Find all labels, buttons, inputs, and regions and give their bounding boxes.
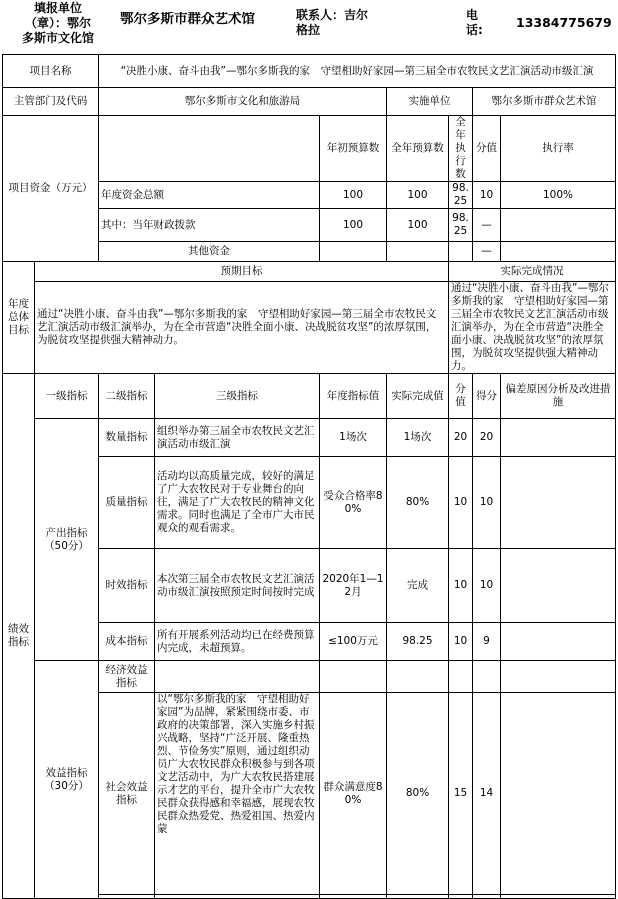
performance-evaluation-table	[2, 54, 616, 899]
target-cell: 群众满意度80%	[320, 693, 387, 895]
weight-cell: 10	[449, 623, 473, 661]
expected-goal-header: 预期目标	[35, 262, 449, 282]
funds-cell: 10	[473, 182, 501, 209]
funds-cell: 100%	[501, 182, 616, 209]
performance-header-weight: 分值	[449, 374, 473, 419]
funds-cell	[449, 242, 473, 262]
target-cell	[320, 661, 387, 693]
funds-cell: 100	[387, 209, 449, 242]
performance-header-target: 年度指标值	[320, 374, 387, 419]
funds-cell: —	[473, 209, 501, 242]
performance-header-level2: 二级指标	[99, 374, 155, 419]
funds-cell	[501, 242, 616, 262]
actual-result-header: 实际完成情况	[449, 262, 616, 282]
actual-cell: 98.25	[387, 623, 449, 661]
table-row	[3, 661, 616, 693]
project-name-label: 项目名称	[3, 55, 99, 88]
phone-label: 电 话:	[466, 8, 483, 37]
level2-cell	[99, 895, 155, 899]
score-cell: 20	[473, 419, 501, 457]
level3-cell: 本次第三届全市农牧民文艺汇演活动市级汇演按照预定时间按时完成	[155, 549, 320, 623]
benefit-indicators-label: 效益指标（30分）	[35, 661, 99, 899]
project-name-value: “决胜小康、奋斗由我”—鄂尔多斯我的家 守望相助好家园—第三届全市农牧民文艺汇演活动市级汇演	[99, 55, 616, 88]
performance-header-actual: 实际完成值	[387, 374, 449, 419]
level2-cell: 社会效益指标	[99, 693, 155, 895]
target-cell: 受众合格率80%	[320, 457, 387, 549]
funds-row-label: 其他资金	[99, 242, 320, 262]
analysis-cell	[501, 693, 616, 895]
funds-row-label: 其中：当年财政拨款	[99, 209, 320, 242]
actual-result-text: 通过“决胜小康、奋斗由我”—鄂尔多斯我的家 守望相助好家园—第三届全市农牧民文艺汇演活动市级汇演举办，为在全市营造“决胜全面小康、决战脱贫攻坚”的浓厚氛围，为脱贫攻坚提供强大精神动力。	[449, 282, 616, 374]
target-cell: 2020年1—12月	[320, 549, 387, 623]
expected-goal-text: 通过“决胜小康、奋斗由我”—鄂尔多斯我的家 守望相助好家园—第三届全市农牧民文艺汇演活动市级汇演举办，为在全市营造“决胜全面小康、决战脱贫攻坚”的浓厚氛围，为脱贫攻坚提供强大精神动力。	[35, 282, 449, 374]
score-cell	[473, 661, 501, 693]
weight-cell	[449, 661, 473, 693]
score-cell	[473, 895, 501, 899]
level3-cell: 所有开展系列活动均已在经费预算内完成，未超预算。	[155, 623, 320, 661]
performance-indicators-label: 绩效指标	[3, 374, 35, 899]
funds-cell: 100	[320, 209, 387, 242]
level3-cell: 活动均以高质量完成，较好的满足了广大农牧民对于专业舞台的向往，满足了广大农牧民的精神文化需求。同时也满足了全市广大市民观众的观看需求。	[155, 457, 320, 549]
table-row	[3, 419, 616, 457]
target-cell: 1场次	[320, 419, 387, 457]
weight-cell: 10	[449, 457, 473, 549]
weight-cell: 20	[449, 419, 473, 457]
level2-cell: 时效指标	[99, 549, 155, 623]
performance-header-level1: 一级指标	[35, 374, 99, 419]
target-cell	[320, 895, 387, 899]
filling-unit-name: 鄂尔多斯市群众艺术馆	[120, 12, 255, 27]
filling-unit-label: 填报单位 （章）：鄂尔 多斯市文化馆	[21, 1, 94, 45]
level2-cell: 成本指标	[99, 623, 155, 661]
weight-cell	[449, 895, 473, 899]
project-name-row	[3, 55, 616, 88]
score-cell: 10	[473, 457, 501, 549]
department-value: 鄂尔多斯市文化和旅游局	[99, 88, 387, 116]
funds-cell: —	[473, 242, 501, 262]
analysis-cell	[501, 549, 616, 623]
funds-header-executed: 全年执行数	[449, 116, 473, 182]
actual-cell: 80%	[387, 457, 449, 549]
actual-cell: 80%	[387, 693, 449, 895]
implementing-unit-value: 鄂尔多斯市群众艺术馆	[473, 88, 616, 116]
performance-header-analysis: 偏差原因分析及改进措施	[501, 374, 616, 419]
funds-header-annual: 全年预算数	[387, 116, 449, 182]
phone-value: 13384775679	[516, 15, 612, 30]
analysis-cell	[501, 895, 616, 899]
funds-header-initial: 年初预算数	[320, 116, 387, 182]
funds-cell	[387, 242, 449, 262]
weight-cell: 15	[449, 693, 473, 895]
score-cell: 9	[473, 623, 501, 661]
weight-cell: 10	[449, 549, 473, 623]
actual-cell	[387, 661, 449, 693]
department-row	[3, 88, 616, 116]
funds-corner-cell	[99, 116, 320, 182]
contact-label: 联系人：吉尔 格拉	[296, 8, 369, 37]
funds-row-label: 年度资金总额	[99, 182, 320, 209]
form-header	[0, 0, 618, 50]
performance-header-level3: 三级指标	[155, 374, 320, 419]
funds-cell	[320, 242, 387, 262]
funds-header-row	[3, 116, 616, 182]
funds-header-weight: 分值	[473, 116, 501, 182]
score-cell: 10	[473, 549, 501, 623]
level2-cell: 质量指标	[99, 457, 155, 549]
score-cell: 14	[473, 693, 501, 895]
funds-cell	[501, 209, 616, 242]
funds-cell: 100	[320, 182, 387, 209]
implementing-unit-label: 实施单位	[387, 88, 473, 116]
level3-cell: 以“鄂尔多斯我的家 守望相助好家园”为品牌，紧紧围绕市委、市政府的决策部署，深入实施乡村振兴战略，坚持“广泛开展、隆重热烈、节俭务实”原则，通过组织动员广大农牧民群众积极参与到各项文艺活动中，为广大农牧民搭建展示才艺的平台，提升全市广大农牧民群众获得感和幸福感，展现农牧民群众热爱党、热爱祖国、热爱内蒙	[155, 693, 320, 895]
level3-cell	[155, 895, 320, 899]
analysis-cell	[501, 623, 616, 661]
level3-cell	[155, 661, 320, 693]
output-indicators-label: 产出指标（50分）	[35, 419, 99, 661]
analysis-cell	[501, 419, 616, 457]
actual-cell	[387, 895, 449, 899]
goals-text-row	[3, 282, 616, 374]
target-cell: ≤100万元	[320, 623, 387, 661]
funds-cell: 98.25	[449, 182, 473, 209]
funds-label: 项目资金（万元）	[3, 116, 99, 262]
level3-cell: 组织举办第三届全市农牧民文艺汇演活动市级汇演	[155, 419, 320, 457]
level2-cell: 数量指标	[99, 419, 155, 457]
funds-cell: 100	[387, 182, 449, 209]
level2-cell: 经济效益指标	[99, 661, 155, 693]
analysis-cell	[501, 661, 616, 693]
analysis-cell	[501, 457, 616, 549]
annual-goal-label: 年度总体目标	[3, 262, 35, 374]
performance-header-score: 得分	[473, 374, 501, 419]
funds-header-rate: 执行率	[501, 116, 616, 182]
performance-header-row	[3, 374, 616, 419]
actual-cell: 完成	[387, 549, 449, 623]
actual-cell: 1场次	[387, 419, 449, 457]
goals-header-row	[3, 262, 616, 282]
department-label: 主管部门及代码	[3, 88, 99, 116]
funds-cell: 98.25	[449, 209, 473, 242]
